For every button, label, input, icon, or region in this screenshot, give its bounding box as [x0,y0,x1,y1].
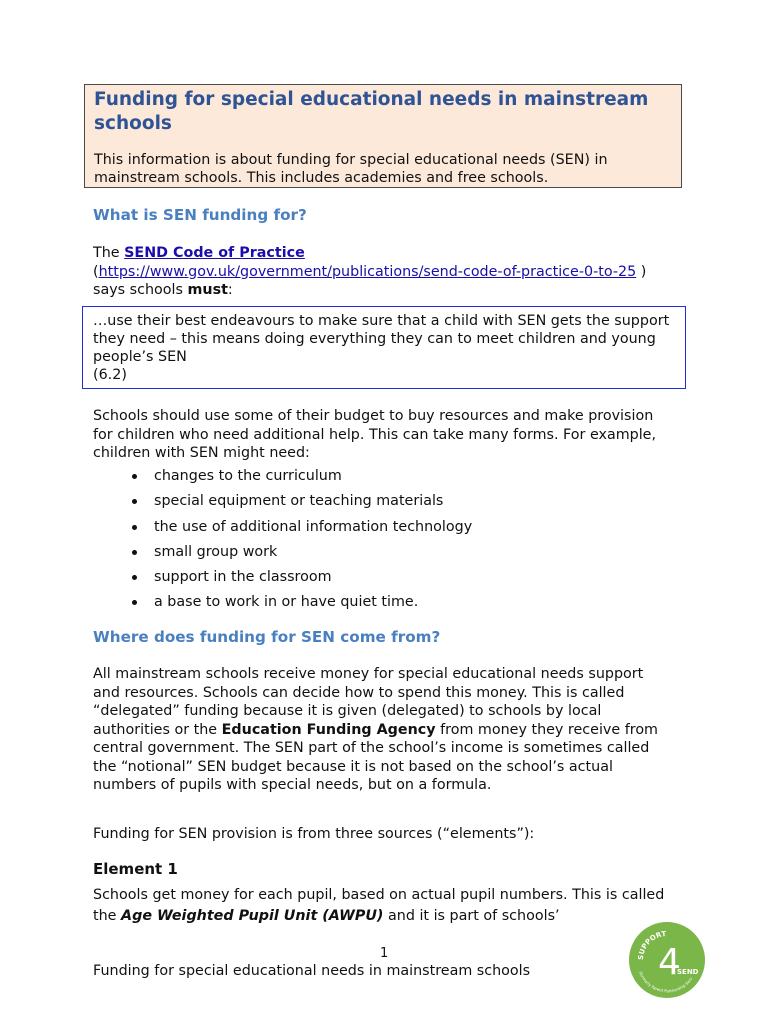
document-title: Funding for special educational needs in mainstream schools [94,89,649,134]
intro-paragraph: This information is about funding for special educational needs (SEN) in mainstream schools. This includes academies and free schools. [94,152,608,186]
code-prefix: The [93,245,125,261]
quote-box [82,306,686,389]
list-item [128,491,472,516]
logo-send-text: SEND [677,968,699,976]
bullet-icon [132,600,137,605]
bullet-icon [132,474,137,479]
heading-what-is-sen-funding: What is SEN funding for? [93,206,307,224]
heading-element-1: Element 1 [93,860,178,878]
footer-title: Funding for special educational needs in mainstream schools [93,963,531,979]
needs-list [128,466,472,618]
quote-paragraph [93,312,673,384]
bullet-icon [132,525,137,530]
list-item [128,592,472,617]
logo-number: 4 [658,942,681,983]
heading-where-funding-comes-from: Where does funding for SEN come from? [93,628,441,646]
list-item-text: the use of additional information technology [154,518,473,535]
bullet-icon [132,575,137,580]
delegated-funding-paragraph [93,665,673,795]
list-item-text: small group work [154,543,278,560]
element1-part1: Schools get money for each pupil, based on actual pupil numbers. This is called the [93,887,665,924]
title-box [84,84,682,188]
logo-bottom-text: (formerly Parent Partnership Serv [638,970,694,994]
bullet-icon [132,550,137,555]
says-schools-text: ) says schools [93,263,647,298]
list-item-text: changes to the curriculum [154,468,342,484]
list-item [128,466,472,491]
list-item-text: support in the classroom [154,569,332,586]
list-item-text: special equipment or teaching materials [154,493,444,510]
efa-text: Education Funding Agency [221,721,436,738]
logo-support-text: SUPPORT [636,929,667,961]
quote-text: …use their best endeavours to make sure that a child with SEN gets the support they need – this means doing everything they can to meet children and young people’s SEN [93,313,670,365]
code-of-practice-paragraph [93,244,673,300]
element1-paragraph [93,885,673,927]
url-open-paren: ( [93,263,99,280]
bullet-icon [132,499,137,504]
three-sources-paragraph: Funding for SEN provision is from three sources (“elements”): [93,826,535,842]
quote-reference: (6.2) [93,367,127,383]
element1-part2: and it is part of schools’ [383,908,560,924]
awpu-text: Age Weighted Pupil Unit (AWPU) [121,908,384,924]
list-item [128,542,472,567]
delegated-part2: from money they receive from central government. The SEN part of the school’s income is sometimes called the “notional” SEN budget because it is not based on the school’s actual numbers of pupils with special needs, but on a formula. [93,721,658,793]
list-item [128,567,472,592]
delegated-part1: All mainstream schools receive money for special educational needs support and resources. Schools can decide how to spend this money. This is called “delegated” funding because it is given (delegated) to schools by local authorities or the [93,666,644,738]
must-text: must [187,282,228,298]
support4send-logo [627,920,707,1000]
list-item [128,517,472,542]
list-item-text: a base to work in or have quiet time. [154,594,419,611]
budget-paragraph: Schools should use some of their budget to buy resources and make provision for children who need additional help. This can take many forms. For example, children with SEN might need: [93,408,657,461]
send-code-link[interactable]: SEND Code of Practice [124,245,305,261]
colon-text: : [227,282,233,298]
gov-url-link[interactable]: https://www.gov.uk/government/publications/send-code-of-practice-0-to-25 [98,263,637,280]
page-number: 1 [380,946,389,961]
